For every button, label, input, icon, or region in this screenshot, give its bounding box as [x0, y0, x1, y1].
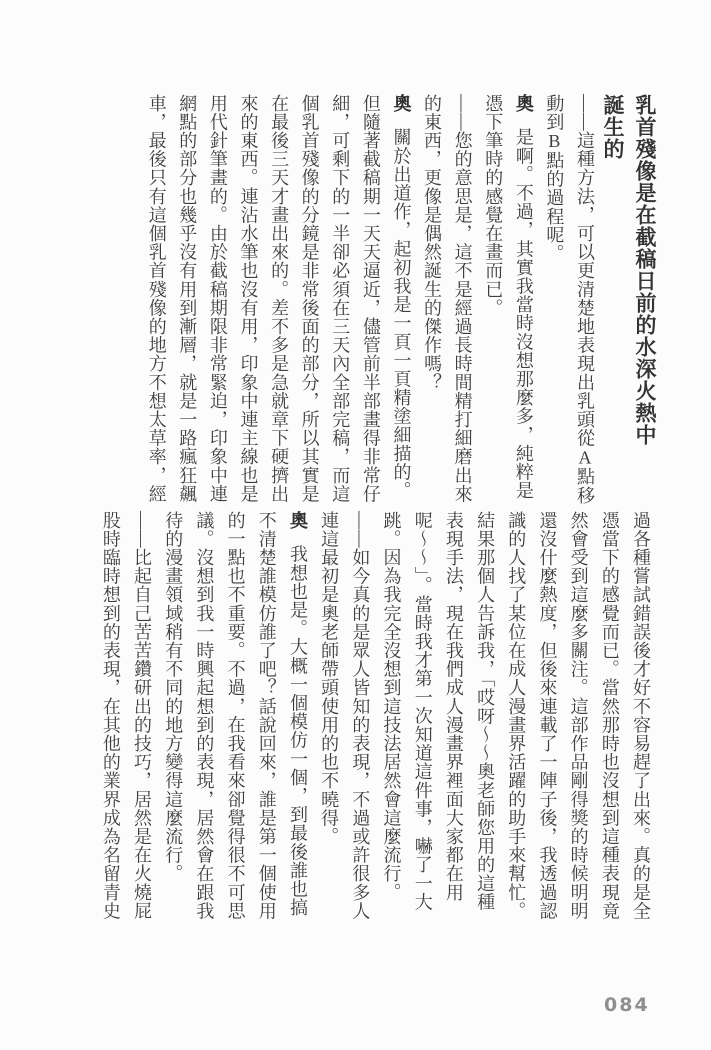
- text-column: 但隨著截稿期一天天逼近，儘管前半部畫得非常仔: [360, 94, 381, 504]
- text-column: 奧關於出道作，起初我是一頁一頁精塗細描的。: [391, 94, 412, 500]
- text-column: 奧我想也是。大概一個模仿一個，到最後誰也搞: [287, 511, 308, 917]
- text-column: 的一點也不重要。不過，在我看來卻覺得很不可思: [225, 511, 246, 921]
- text-column: 待的漫畫領域稍有不同的地方變得這麼流行。: [163, 511, 184, 883]
- text-column: 表現手法，現在我們成人漫畫界裡面大家都在用: [443, 511, 464, 902]
- section-title-line: 乳首殘像是在截稿日前的水深火熱中: [633, 94, 656, 446]
- text-column: 不清楚誰模仿誰了吧？話說回來，誰是第一個使用: [256, 511, 277, 921]
- text-column: 結果那個人告訴我，「哎呀～～奧老師您用的這種: [475, 511, 496, 912]
- text-column: ——如今真的是眾人皆知的表現，不過或許很多人: [350, 511, 371, 921]
- text-column: 然會受到這麼多關注。這部作品剛得獎的時候明明: [568, 511, 589, 921]
- text-column: 呢～～」。當時我才第一次知道這件事，嚇了一大: [412, 511, 433, 912]
- speaker-label: 奧: [287, 511, 308, 530]
- text-column: 跳。因為我完全沒想到這技法居然會這麼流行。: [381, 511, 402, 902]
- latin-glyph: B: [544, 131, 565, 152]
- text-column: 奧是啊。不過，其實我當時沒想那麼多，純粹是: [513, 94, 534, 500]
- text-column: 議。沒想到我一時興起想到的表現，居然會在跟我: [194, 511, 215, 921]
- text-column: 憑當下的感覺而已。當然那時也沒想到這種表現竟: [599, 511, 620, 921]
- speaker-label: 奧: [513, 94, 534, 113]
- text-column: 個乳首殘像的分鏡是非常後面的部分，所以其實是: [299, 94, 320, 504]
- text-column: 過各種嘗試錯誤後才好不容易趕了出來。真的是全: [631, 511, 651, 921]
- section-title-line: 誕生的: [601, 94, 624, 160]
- text-column: 細，可剩下的一半卻必須在三天內全部完稿，而這: [330, 94, 351, 504]
- text-column: ——這種方法，可以更清楚地表現出乳頭從A點移: [575, 94, 595, 505]
- text-column: 車，最後只有這個乳首殘像的地方不想太草率，經: [146, 94, 167, 504]
- page-number: 084: [604, 994, 650, 1016]
- text-column: 識的人找了某位在成人漫畫界活躍的助手來幫忙。: [506, 511, 527, 921]
- text-column: 來的東西。連沾水筆也沒有用，印象中連主線也是: [238, 94, 259, 504]
- text-column: 股時臨時想到的表現，在其他的業界成為名留青史: [100, 511, 121, 921]
- top-text-block: [135, 94, 658, 532]
- text-column: ——比起自己苦苦鑽研出的技巧，居然是在火燒屁: [132, 511, 152, 921]
- text-column: 還沒什麼熱度，但後來連載了一陣子後，我透過認: [537, 511, 558, 921]
- text-column: 在最後三天才畫出來的。差不多是急就章下硬擠出: [269, 94, 290, 504]
- text-column: 連這最初是奧老師帶頭使用的也不曉得。: [319, 511, 340, 846]
- text-column: 的東西，更像是偶然誕生的傑作嗎？: [422, 94, 443, 392]
- bottom-text-block: [89, 511, 650, 949]
- text-column: 用代針筆畫的。由於截稿期限非常緊迫，印象中連: [207, 94, 228, 504]
- latin-glyph: A: [575, 447, 595, 468]
- text-column: 憑下筆時的感覺在畫而已。: [483, 94, 504, 318]
- text-column: 動到B點的過程呢。: [544, 94, 565, 263]
- text-column: 網點的部分也幾乎沒有用到漸層，就是一路瘋狂飆: [177, 94, 198, 504]
- text-column: ——您的意思是，這不是經過長時間精打細磨出來: [452, 94, 473, 504]
- speaker-label: 奧: [391, 94, 412, 113]
